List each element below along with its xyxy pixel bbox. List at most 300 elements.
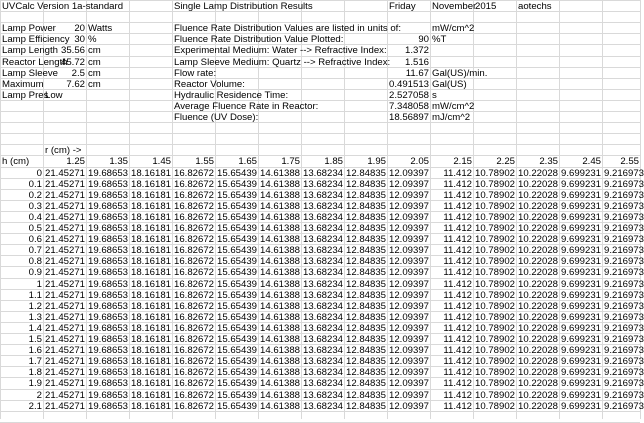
fluence-cell[interactable]: 10.78902: [475, 389, 516, 401]
fluence-cell[interactable]: 11.412: [443, 223, 472, 234]
h-value[interactable]: 1.3: [28, 311, 42, 323]
input-label[interactable]: Maximum: [2, 78, 44, 90]
fluence-cell[interactable]: 13.68234: [303, 189, 344, 201]
fluence-cell[interactable]: 9.699231: [561, 311, 602, 323]
r-value[interactable]: 1.45: [152, 156, 171, 168]
fluence-cell[interactable]: 21.45271: [45, 311, 86, 323]
fluence-cell[interactable]: 9.216973: [604, 200, 644, 212]
fluence-cell[interactable]: 13.68234: [303, 400, 344, 412]
fluence-cell[interactable]: 18.16181: [131, 267, 172, 279]
fluence-cell[interactable]: 14.61388: [260, 167, 301, 179]
r-value[interactable]: 1.55: [195, 156, 214, 168]
fluence-cell[interactable]: 12.84835: [346, 178, 387, 190]
fluence-cell[interactable]: 21.45271: [45, 167, 86, 179]
fluence-cell[interactable]: 14.61388: [260, 211, 301, 223]
h-axis-label[interactable]: h (cm): [2, 156, 30, 168]
fluence-cell[interactable]: 18.16181: [131, 345, 172, 357]
fluence-cell[interactable]: 12.09397: [389, 267, 430, 279]
fluence-cell[interactable]: 12.09397: [389, 200, 430, 212]
fluence-cell[interactable]: 12.84835: [346, 211, 387, 223]
fluence-cell[interactable]: 9.699231: [561, 289, 602, 301]
fluence-cell[interactable]: 10.22028: [518, 267, 559, 279]
fluence-cell[interactable]: 21.45271: [45, 400, 86, 412]
fluence-cell[interactable]: 21.45271: [45, 378, 86, 390]
result-label[interactable]: Average Fluence Rate in Reactor:: [174, 100, 319, 112]
fluence-cell[interactable]: 9.216973: [604, 300, 644, 312]
fluence-cell[interactable]: 18.16181: [131, 200, 172, 212]
fluence-cell[interactable]: 18.16181: [131, 289, 172, 301]
fluence-cell[interactable]: 9.216973: [604, 389, 644, 401]
input-label[interactable]: Lamp Power: [2, 23, 56, 35]
fluence-cell[interactable]: 10.78902: [475, 178, 516, 190]
fluence-cell[interactable]: 18.16181: [131, 278, 172, 290]
result-value[interactable]: 18.56897: [389, 112, 430, 123]
fluence-cell[interactable]: 10.22028: [518, 167, 559, 179]
fluence-cell[interactable]: 14.61388: [260, 278, 301, 290]
fluence-cell[interactable]: 16.82672: [174, 178, 215, 190]
h-value[interactable]: 0.9: [28, 267, 42, 279]
fluence-cell[interactable]: 12.84835: [346, 189, 387, 201]
fluence-cell[interactable]: 21.45271: [45, 223, 86, 234]
fluence-cell[interactable]: 19.68653: [88, 345, 129, 357]
fluence-cell[interactable]: 11.412: [443, 356, 472, 368]
fluence-cell[interactable]: 9.699231: [561, 234, 602, 246]
fluence-cell[interactable]: 19.68653: [88, 300, 129, 312]
fluence-cell[interactable]: 15.65439: [217, 378, 258, 390]
fluence-cell[interactable]: 10.22028: [518, 389, 559, 401]
result-label[interactable]: Fluence (UV Dose):: [174, 112, 259, 123]
input-label[interactable]: Lamp Pres: [2, 89, 49, 101]
fluence-cell[interactable]: 13.68234: [303, 167, 344, 179]
fluence-cell[interactable]: 21.45271: [45, 389, 86, 401]
fluence-cell[interactable]: 14.61388: [260, 178, 301, 190]
input-unit[interactable]: cm: [88, 56, 101, 68]
date-day[interactable]: Friday: [389, 1, 416, 12]
fluence-cell[interactable]: 18.16181: [131, 389, 172, 401]
fluence-cell[interactable]: 11.412: [443, 167, 472, 179]
fluence-cell[interactable]: 10.22028: [518, 400, 559, 412]
fluence-cell[interactable]: 21.45271: [45, 245, 86, 257]
fluence-cell[interactable]: 11.412: [443, 200, 472, 212]
fluence-cell[interactable]: 18.16181: [131, 378, 172, 390]
fluence-cell[interactable]: 19.68653: [88, 400, 129, 412]
fluence-cell[interactable]: 14.61388: [260, 245, 301, 257]
fluence-cell[interactable]: 9.216973: [604, 400, 644, 412]
fluence-cell[interactable]: 19.68653: [88, 367, 129, 379]
fluence-cell[interactable]: 12.84835: [346, 278, 387, 290]
fluence-cell[interactable]: 18.16181: [131, 367, 172, 379]
fluence-cell[interactable]: 12.84835: [346, 223, 387, 234]
fluence-cell[interactable]: 9.699231: [561, 322, 602, 334]
fluence-cell[interactable]: 16.82672: [174, 378, 215, 390]
fluence-cell[interactable]: 9.216973: [604, 289, 644, 301]
fluence-cell[interactable]: 15.65439: [217, 178, 258, 190]
result-unit[interactable]: Gal(US)/min.: [432, 67, 488, 79]
input-value[interactable]: 45.72: [60, 56, 85, 68]
fluence-cell[interactable]: 9.699231: [561, 300, 602, 312]
fluence-cell[interactable]: 11.412: [443, 300, 472, 312]
fluence-cell[interactable]: 9.216973: [604, 234, 644, 246]
fluence-cell[interactable]: 12.84835: [346, 389, 387, 401]
fluence-cell[interactable]: 15.65439: [217, 278, 258, 290]
fluence-cell[interactable]: 9.699231: [561, 223, 602, 234]
fluence-cell[interactable]: 10.22028: [518, 178, 559, 190]
input-unit[interactable]: %: [88, 34, 97, 46]
fluence-cell[interactable]: 14.61388: [260, 200, 301, 212]
fluence-cell[interactable]: 16.82672: [174, 345, 215, 357]
fluence-cell[interactable]: 14.61388: [260, 367, 301, 379]
fluence-cell[interactable]: 12.84835: [346, 245, 387, 257]
fluence-cell[interactable]: 13.68234: [303, 389, 344, 401]
r-axis-label[interactable]: r (cm) ->: [45, 145, 82, 157]
fluence-cell[interactable]: 13.68234: [303, 322, 344, 334]
date-month[interactable]: November: [432, 1, 477, 12]
r-value[interactable]: 2.25: [496, 156, 515, 168]
fluence-cell[interactable]: 12.09397: [389, 211, 430, 223]
fluence-cell[interactable]: 15.65439: [217, 200, 258, 212]
fluence-cell[interactable]: 10.22028: [518, 367, 559, 379]
fluence-cell[interactable]: 10.78902: [475, 400, 516, 412]
fluence-cell[interactable]: 9.216973: [604, 356, 644, 368]
fluence-cell[interactable]: 21.45271: [45, 267, 86, 279]
fluence-cell[interactable]: 12.84835: [346, 256, 387, 268]
h-value[interactable]: 1.4: [28, 322, 42, 334]
fluence-cell[interactable]: 10.78902: [475, 223, 516, 234]
fluence-cell[interactable]: 11.412: [443, 311, 472, 323]
fluence-cell[interactable]: 9.216973: [604, 223, 644, 234]
fluence-cell[interactable]: 19.68653: [88, 223, 129, 234]
fluence-cell[interactable]: 11.412: [443, 322, 472, 334]
fluence-cell[interactable]: 15.65439: [217, 356, 258, 368]
fluence-cell[interactable]: 19.68653: [88, 167, 129, 179]
fluence-cell[interactable]: 11.412: [443, 178, 472, 190]
fluence-cell[interactable]: 15.65439: [217, 245, 258, 257]
fluence-cell[interactable]: 12.84835: [346, 267, 387, 279]
fluence-cell[interactable]: 9.699231: [561, 200, 602, 212]
fluence-cell[interactable]: 18.16181: [131, 211, 172, 223]
fluence-cell[interactable]: 12.84835: [346, 378, 387, 390]
fluence-cell[interactable]: 12.09397: [389, 178, 430, 190]
fluence-cell[interactable]: 10.22028: [518, 245, 559, 257]
fluence-cell[interactable]: 12.09397: [389, 378, 430, 390]
fluence-cell[interactable]: 13.68234: [303, 211, 344, 223]
fluence-cell[interactable]: 12.84835: [346, 234, 387, 246]
fluence-cell[interactable]: 12.09397: [389, 245, 430, 257]
result-value[interactable]: 1.372: [404, 45, 429, 57]
r-value[interactable]: 2.35: [539, 156, 558, 168]
fluence-cell[interactable]: 9.699231: [561, 278, 602, 290]
fluence-cell[interactable]: 14.61388: [260, 378, 301, 390]
fluence-cell[interactable]: 9.699231: [561, 178, 602, 190]
result-unit[interactable]: %T: [432, 34, 447, 46]
h-value[interactable]: 1.7: [28, 356, 42, 368]
fluence-cell[interactable]: 19.68653: [88, 245, 129, 257]
result-label[interactable]: Flow rate:: [174, 67, 217, 79]
fluence-cell[interactable]: 16.82672: [174, 322, 215, 334]
fluence-cell[interactable]: 9.216973: [604, 178, 644, 190]
fluence-cell[interactable]: 12.09397: [389, 400, 430, 412]
fluence-cell[interactable]: 9.699231: [561, 367, 602, 379]
result-label[interactable]: Lamp Sleeve Medium: Quartz --> Refractive Index:: [174, 56, 391, 68]
h-value[interactable]: 1.1: [28, 289, 42, 301]
fluence-cell[interactable]: 16.82672: [174, 267, 215, 279]
fluence-cell[interactable]: 10.22028: [518, 211, 559, 223]
result-label[interactable]: Reactor Volume:: [174, 78, 245, 90]
fluence-cell[interactable]: 9.699231: [561, 345, 602, 357]
fluence-cell[interactable]: 10.78902: [475, 245, 516, 257]
date-year[interactable]: 2015: [475, 1, 497, 12]
result-unit[interactable]: mW/cm^2: [432, 23, 475, 35]
input-unit[interactable]: cm: [88, 78, 101, 90]
fluence-cell[interactable]: 12.09397: [389, 311, 430, 323]
fluence-cell[interactable]: 13.68234: [303, 278, 344, 290]
fluence-cell[interactable]: 18.16181: [131, 356, 172, 368]
fluence-cell[interactable]: 11.412: [443, 367, 472, 379]
fluence-cell[interactable]: 10.78902: [475, 234, 516, 246]
input-unit[interactable]: cm: [88, 45, 101, 57]
fluence-cell[interactable]: 12.09397: [389, 334, 430, 345]
fluence-cell[interactable]: 10.78902: [475, 189, 516, 201]
fluence-cell[interactable]: 16.82672: [174, 200, 215, 212]
fluence-cell[interactable]: 16.82672: [174, 234, 215, 246]
fluence-cell[interactable]: 12.84835: [346, 356, 387, 368]
h-value[interactable]: 0.7: [28, 245, 42, 257]
fluence-cell[interactable]: 9.699231: [561, 256, 602, 268]
author-name[interactable]: aotechs: [518, 1, 552, 12]
fluence-cell[interactable]: 10.22028: [518, 200, 559, 212]
fluence-cell[interactable]: 15.65439: [217, 345, 258, 357]
h-value[interactable]: 0.5: [28, 223, 42, 234]
result-label[interactable]: Fluence Rate Distribution Values are listed in units of:: [174, 23, 401, 35]
fluence-cell[interactable]: 9.216973: [604, 167, 644, 179]
fluence-cell[interactable]: 9.216973: [604, 367, 644, 379]
fluence-cell[interactable]: 12.09397: [389, 167, 430, 179]
fluence-cell[interactable]: 13.68234: [303, 334, 344, 345]
fluence-cell[interactable]: 14.61388: [260, 322, 301, 334]
fluence-cell[interactable]: 18.16181: [131, 234, 172, 246]
fluence-cell[interactable]: 12.09397: [389, 256, 430, 268]
result-value[interactable]: 2.527058: [389, 89, 430, 101]
fluence-cell[interactable]: 16.82672: [174, 367, 215, 379]
fluence-cell[interactable]: 10.78902: [475, 278, 516, 290]
input-unit[interactable]: cm: [88, 67, 101, 79]
fluence-cell[interactable]: 10.22028: [518, 234, 559, 246]
fluence-cell[interactable]: 12.84835: [346, 400, 387, 412]
h-value[interactable]: 1.6: [28, 345, 42, 357]
fluence-cell[interactable]: 19.68653: [88, 234, 129, 246]
fluence-cell[interactable]: 10.22028: [518, 189, 559, 201]
fluence-cell[interactable]: 14.61388: [260, 189, 301, 201]
fluence-cell[interactable]: 13.68234: [303, 356, 344, 368]
fluence-cell[interactable]: 16.82672: [174, 289, 215, 301]
fluence-cell[interactable]: 19.68653: [88, 334, 129, 345]
fluence-cell[interactable]: 10.78902: [475, 356, 516, 368]
fluence-cell[interactable]: 12.09397: [389, 367, 430, 379]
input-value[interactable]: 35.56: [60, 45, 85, 57]
fluence-cell[interactable]: 21.45271: [45, 356, 86, 368]
fluence-cell[interactable]: 10.78902: [475, 367, 516, 379]
fluence-cell[interactable]: 10.22028: [518, 289, 559, 301]
fluence-cell[interactable]: 10.22028: [518, 311, 559, 323]
fluence-cell[interactable]: 15.65439: [217, 334, 258, 345]
fluence-cell[interactable]: 9.216973: [604, 311, 644, 323]
fluence-cell[interactable]: 19.68653: [88, 278, 129, 290]
r-value[interactable]: 1.95: [367, 156, 386, 168]
fluence-cell[interactable]: 9.216973: [604, 322, 644, 334]
fluence-cell[interactable]: 15.65439: [217, 234, 258, 246]
fluence-cell[interactable]: 21.45271: [45, 178, 86, 190]
fluence-cell[interactable]: 19.68653: [88, 211, 129, 223]
result-unit[interactable]: mJ/cm^2: [432, 112, 471, 123]
fluence-cell[interactable]: 13.68234: [303, 245, 344, 257]
fluence-cell[interactable]: 19.68653: [88, 378, 129, 390]
fluence-cell[interactable]: 11.412: [443, 245, 472, 257]
fluence-cell[interactable]: 18.16181: [131, 167, 172, 179]
result-value[interactable]: 11.67: [405, 67, 429, 79]
section-title[interactable]: Single Lamp Distribution Results: [174, 1, 313, 12]
r-value[interactable]: 2.05: [410, 156, 429, 168]
fluence-cell[interactable]: 9.216973: [604, 334, 644, 345]
fluence-cell[interactable]: 12.84835: [346, 311, 387, 323]
fluence-cell[interactable]: 16.82672: [174, 311, 215, 323]
fluence-cell[interactable]: 15.65439: [217, 311, 258, 323]
fluence-cell[interactable]: 14.61388: [260, 289, 301, 301]
fluence-cell[interactable]: 15.65439: [217, 322, 258, 334]
fluence-cell[interactable]: 9.699231: [561, 189, 602, 201]
fluence-cell[interactable]: 15.65439: [217, 300, 258, 312]
fluence-cell[interactable]: 18.16181: [131, 311, 172, 323]
fluence-cell[interactable]: 15.65439: [217, 256, 258, 268]
fluence-cell[interactable]: 15.65439: [217, 389, 258, 401]
fluence-cell[interactable]: 16.82672: [174, 334, 215, 345]
fluence-cell[interactable]: 19.68653: [88, 289, 129, 301]
fluence-cell[interactable]: 14.61388: [260, 334, 301, 345]
fluence-cell[interactable]: 21.45271: [45, 278, 86, 290]
fluence-cell[interactable]: 18.16181: [131, 223, 172, 234]
fluence-cell[interactable]: 15.65439: [217, 189, 258, 201]
result-label[interactable]: Hydraulic Residence Time:: [174, 89, 289, 101]
r-value[interactable]: 2.55: [620, 156, 639, 168]
fluence-cell[interactable]: 16.82672: [174, 189, 215, 201]
fluence-cell[interactable]: 14.61388: [260, 345, 301, 357]
fluence-cell[interactable]: 18.16181: [131, 300, 172, 312]
r-value[interactable]: 1.35: [109, 156, 128, 168]
fluence-cell[interactable]: 10.22028: [518, 356, 559, 368]
fluence-cell[interactable]: 18.16181: [131, 189, 172, 201]
fluence-cell[interactable]: 14.61388: [260, 311, 301, 323]
fluence-cell[interactable]: 13.68234: [303, 178, 344, 190]
fluence-cell[interactable]: 15.65439: [217, 167, 258, 179]
fluence-cell[interactable]: 10.22028: [518, 300, 559, 312]
app-title[interactable]: UVCalc Version 1a-standard: [2, 1, 124, 12]
fluence-cell[interactable]: 16.82672: [174, 223, 215, 234]
fluence-cell[interactable]: 9.699231: [561, 334, 602, 345]
h-value[interactable]: 2: [36, 389, 42, 401]
fluence-cell[interactable]: 21.45271: [45, 256, 86, 268]
fluence-cell[interactable]: 19.68653: [88, 189, 129, 201]
input-label[interactable]: Lamp Length: [2, 45, 59, 57]
fluence-cell[interactable]: 19.68653: [88, 178, 129, 190]
h-value[interactable]: 0.2: [28, 189, 42, 201]
fluence-cell[interactable]: 12.84835: [346, 167, 387, 179]
h-value[interactable]: 1.9: [28, 378, 42, 390]
fluence-cell[interactable]: 14.61388: [260, 400, 301, 412]
h-value[interactable]: 0.8: [28, 256, 42, 268]
fluence-cell[interactable]: 13.68234: [303, 311, 344, 323]
fluence-cell[interactable]: 14.61388: [260, 389, 301, 401]
input-value[interactable]: 20: [74, 23, 85, 35]
fluence-cell[interactable]: 19.68653: [88, 322, 129, 334]
fluence-cell[interactable]: 12.84835: [346, 322, 387, 334]
fluence-cell[interactable]: 13.68234: [303, 367, 344, 379]
h-value[interactable]: 0.4: [28, 211, 42, 223]
fluence-cell[interactable]: 18.16181: [131, 245, 172, 257]
fluence-cell[interactable]: 13.68234: [303, 345, 344, 357]
fluence-cell[interactable]: 16.82672: [174, 211, 215, 223]
input-label[interactable]: Reactor Length: [2, 56, 68, 68]
fluence-cell[interactable]: 10.78902: [475, 167, 516, 179]
fluence-cell[interactable]: 10.22028: [518, 378, 559, 390]
fluence-cell[interactable]: 14.61388: [260, 267, 301, 279]
input-value[interactable]: 30: [74, 34, 85, 46]
fluence-cell[interactable]: 11.412: [443, 267, 472, 279]
fluence-cell[interactable]: 10.78902: [475, 378, 516, 390]
r-value[interactable]: 1.85: [324, 156, 343, 168]
fluence-cell[interactable]: 12.09397: [389, 322, 430, 334]
fluence-cell[interactable]: 13.68234: [303, 200, 344, 212]
fluence-cell[interactable]: 11.412: [443, 400, 472, 412]
result-value[interactable]: 7.348058: [389, 100, 430, 112]
r-value[interactable]: 2.15: [453, 156, 472, 168]
fluence-cell[interactable]: 15.65439: [217, 211, 258, 223]
input-label[interactable]: Lamp Efficiency: [2, 34, 70, 46]
fluence-cell[interactable]: 11.412: [443, 378, 472, 390]
fluence-cell[interactable]: 10.78902: [475, 200, 516, 212]
fluence-cell[interactable]: 9.216973: [604, 378, 644, 390]
fluence-cell[interactable]: 12.09397: [389, 356, 430, 368]
fluence-cell[interactable]: 10.22028: [518, 322, 559, 334]
fluence-cell[interactable]: 10.78902: [475, 322, 516, 334]
fluence-cell[interactable]: 13.68234: [303, 267, 344, 279]
h-value[interactable]: 1.8: [28, 367, 42, 379]
input-value[interactable]: 2.5: [71, 67, 85, 79]
fluence-cell[interactable]: 11.412: [443, 389, 472, 401]
fluence-cell[interactable]: 15.65439: [217, 223, 258, 234]
fluence-cell[interactable]: 21.45271: [45, 367, 86, 379]
r-value[interactable]: 2.45: [582, 156, 601, 168]
fluence-cell[interactable]: 19.68653: [88, 356, 129, 368]
h-value[interactable]: 0.6: [28, 234, 42, 246]
fluence-cell[interactable]: 10.78902: [475, 334, 516, 345]
fluence-cell[interactable]: 9.216973: [604, 267, 644, 279]
fluence-cell[interactable]: 16.82672: [174, 389, 215, 401]
fluence-cell[interactable]: 10.78902: [475, 311, 516, 323]
fluence-cell[interactable]: 16.82672: [174, 300, 215, 312]
fluence-cell[interactable]: 10.22028: [518, 223, 559, 234]
fluence-cell[interactable]: 18.16181: [131, 400, 172, 412]
fluence-cell[interactable]: 11.412: [443, 189, 472, 201]
fluence-cell[interactable]: 12.09397: [389, 289, 430, 301]
fluence-cell[interactable]: 19.68653: [88, 267, 129, 279]
fluence-cell[interactable]: 15.65439: [217, 367, 258, 379]
fluence-cell[interactable]: 13.68234: [303, 300, 344, 312]
h-value[interactable]: 0.1: [28, 178, 42, 190]
result-unit[interactable]: Gal(US): [432, 78, 467, 90]
fluence-cell[interactable]: 12.09397: [389, 189, 430, 201]
fluence-cell[interactable]: 19.68653: [88, 200, 129, 212]
fluence-cell[interactable]: 9.216973: [604, 278, 644, 290]
fluence-cell[interactable]: 12.09397: [389, 345, 430, 357]
